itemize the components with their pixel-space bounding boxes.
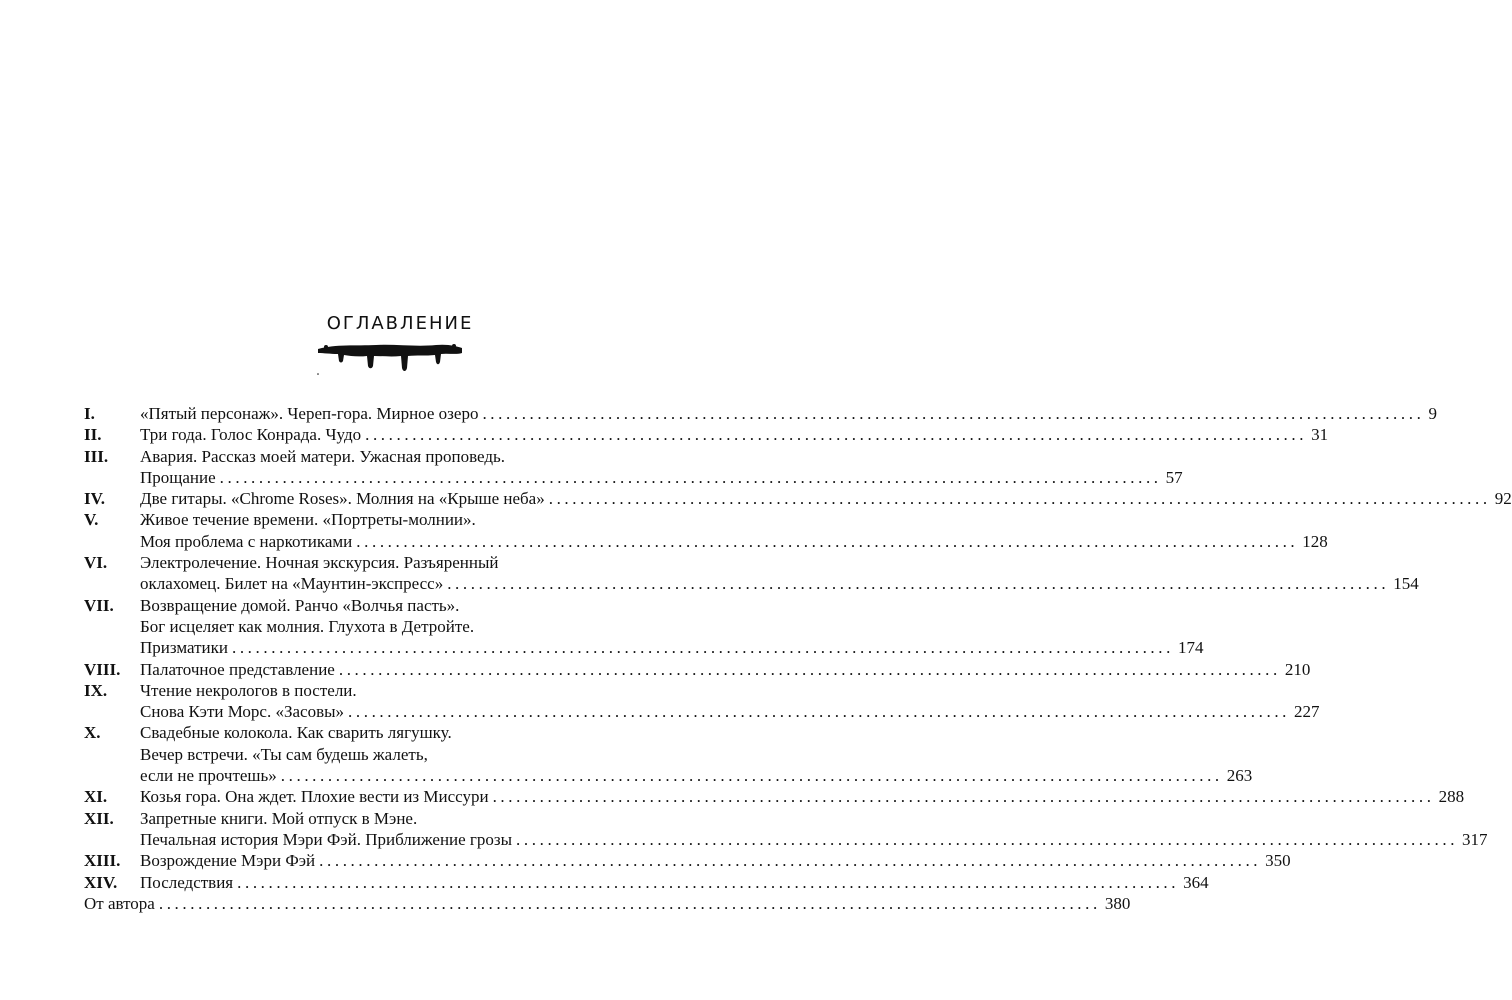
- toc-line: [84, 850, 1291, 871]
- dot-leader: ........................................................................................................................: [365, 425, 1308, 445]
- chapter-title-line: Вечер встречи. «Ты сам будешь жалеть,: [140, 744, 428, 764]
- chapter-title-line: Прощание: [140, 467, 216, 487]
- dot-leader: ........................................................................................................................: [231, 638, 1174, 658]
- page-number: 263: [1226, 766, 1253, 786]
- chapter-title-line: Возвращение домой. Ранчо «Волчья пасть».: [140, 595, 460, 615]
- toc-entry-text: [140, 744, 686, 765]
- chapter-title-line: Снова Кэти Морс. «Засовы»: [140, 702, 345, 722]
- toc-entry-text: [140, 424, 1329, 445]
- toc-line: [84, 616, 686, 637]
- toc-line: [84, 722, 686, 743]
- toc-entry-text: [140, 573, 1419, 594]
- toc-line: [84, 446, 686, 467]
- chapter-title-line: Запретные книги. Мой отпуск в Мэне.: [140, 808, 418, 828]
- toc-entry-text: [140, 659, 1311, 680]
- chapter-title-line: Последствия: [140, 872, 234, 892]
- chapter-title-line: От автора: [84, 893, 155, 913]
- dot-leader: ........................................................................................................................: [237, 872, 1180, 892]
- toc-line: [84, 659, 1311, 680]
- toc-line: [84, 637, 1204, 658]
- toc-line: [84, 509, 686, 530]
- dot-leader: ........................................................................................................................: [482, 404, 1425, 423]
- toc-line: [84, 765, 1253, 786]
- chapter-title-line: Призматики: [140, 638, 228, 658]
- toc-entry-text: [140, 680, 686, 701]
- toc-entry-text: [140, 531, 1328, 552]
- chapter-title-line: Козья гора. Она ждет. Плохие вести из Миссури: [140, 787, 489, 807]
- table-of-contents: [84, 403, 1512, 914]
- toc-entry-text: [140, 786, 1465, 807]
- toc-entry-text: [140, 701, 1320, 722]
- chapter-title-line: Живое течение времени. «Портреты-молнии».: [140, 510, 476, 530]
- page-number: 57: [1165, 467, 1183, 487]
- page-number: 380: [1104, 893, 1131, 913]
- chapter-number: XI.: [84, 787, 108, 807]
- dot-leader: ........................................................................................................................: [348, 702, 1291, 722]
- dot-leader: ........................................................................................................................: [447, 574, 1390, 594]
- dot-leader: ........................................................................................................................: [219, 467, 1162, 487]
- chapter-title-line: Свадебные колокола. Как сварить лягушку.: [140, 723, 452, 743]
- dot-leader: ........................................................................................................................: [516, 829, 1459, 849]
- dot-leader: ........................................................................................................................: [548, 489, 1491, 509]
- chapter-number: IV.: [84, 489, 105, 509]
- toc-entry-text: [140, 850, 1291, 871]
- dot-leader: ........................................................................................................................: [319, 851, 1262, 871]
- page-number: 227: [1294, 702, 1320, 722]
- toc-entry-text: [140, 488, 1512, 509]
- chapter-title-line: Печальная история Мэри Фэй. Приближение грозы: [140, 829, 513, 849]
- toc-entry-text: [140, 446, 686, 467]
- toc-entry-text: [140, 467, 1183, 488]
- page-number: 9: [1428, 404, 1437, 423]
- toc-entry-text: [140, 595, 686, 616]
- toc-line: [84, 808, 686, 829]
- page-number: 210: [1284, 659, 1311, 679]
- toc-entry-text: [140, 765, 1253, 786]
- toc-entry-text: [140, 509, 686, 530]
- chapter-number: I.: [84, 404, 95, 423]
- chapter-title-line: Три года. Голос Конрада. Чудо: [140, 425, 362, 445]
- chapter-title-line: если не прочтешь»: [140, 766, 277, 786]
- toc-line: [84, 786, 1465, 807]
- ink-drip-ornament: [316, 338, 464, 378]
- chapter-number: VI.: [84, 553, 108, 573]
- page-number: 92: [1494, 489, 1512, 509]
- toc-entry-text: [140, 808, 686, 829]
- chapter-number: III.: [84, 446, 109, 466]
- toc-heading: ОГЛАВЛЕНИЕ: [326, 313, 474, 334]
- chapter-number: VII.: [84, 595, 114, 615]
- chapter-number: V.: [84, 510, 99, 530]
- toc-line: [84, 531, 1328, 552]
- page-number: 174: [1177, 638, 1204, 658]
- toc-entry-text: [140, 722, 686, 743]
- chapter-title-line: Авария. Рассказ моей матери. Ужасная проповедь.: [140, 446, 506, 466]
- chapter-title-line: Чтение некрологов в постели.: [140, 680, 357, 700]
- toc-entry-text: [140, 616, 686, 637]
- dot-leader: ........................................................................................................................: [338, 659, 1281, 679]
- toc-line: [84, 701, 1320, 722]
- toc-line: [84, 488, 1512, 509]
- toc-line: [84, 595, 686, 616]
- toc-line: [84, 467, 1183, 488]
- chapter-number: X.: [84, 723, 101, 743]
- dot-leader: ........................................................................................................................: [158, 893, 1101, 913]
- chapter-title-line: «Пятый персонаж». Череп-гора. Мирное озеро: [140, 404, 479, 423]
- toc-entry-text: [140, 829, 1488, 850]
- toc-line: [84, 744, 686, 765]
- chapter-title-line: Возрождение Мэри Фэй: [140, 851, 316, 871]
- chapter-number: II.: [84, 425, 102, 445]
- chapter-title-line: Электролечение. Ночная экскурсия. Разъяренный: [140, 553, 499, 573]
- toc-entry-text: [140, 552, 686, 573]
- toc-line: [84, 872, 1209, 893]
- chapter-number: XIII.: [84, 851, 121, 871]
- page-number: 154: [1393, 574, 1419, 594]
- page-number: 31: [1311, 425, 1329, 445]
- toc-line: [84, 552, 686, 573]
- chapter-title-line: Моя проблема с наркотиками: [140, 531, 353, 551]
- page-number: 288: [1438, 787, 1465, 807]
- toc-line: [84, 424, 1329, 445]
- toc-line: [84, 893, 1131, 914]
- chapter-number: XIV.: [84, 872, 118, 892]
- chapter-title-line: оклахомец. Билет на «Маунтин-экспресс»: [140, 574, 444, 594]
- page-number: 364: [1183, 872, 1209, 892]
- toc-line: [84, 680, 686, 701]
- chapter-title-line: Бог исцеляет как молния. Глухота в Детройте.: [140, 616, 475, 636]
- chapter-title-line: Две гитары. «Chrome Roses». Молния на «Крыше неба»: [140, 489, 545, 509]
- chapter-number: VIII.: [84, 659, 121, 679]
- dot-leader: ........................................................................................................................: [280, 766, 1223, 786]
- toc-line: [84, 573, 1419, 594]
- toc-entry-text: [140, 637, 1204, 658]
- page-number: 350: [1265, 851, 1291, 871]
- toc-line: [84, 829, 1488, 850]
- toc-entry-text: [140, 872, 1209, 893]
- page-number: 128: [1302, 531, 1328, 551]
- toc-line: [84, 403, 1437, 424]
- chapter-title-line: Палаточное представление: [140, 659, 335, 679]
- page-number: 317: [1462, 829, 1488, 849]
- chapter-number: IX.: [84, 680, 108, 700]
- dot-leader: ........................................................................................................................: [356, 531, 1299, 551]
- toc-entry-text: [84, 893, 1131, 914]
- toc-entry-text: [140, 403, 1437, 424]
- chapter-number: XII.: [84, 808, 114, 828]
- dot-leader: ........................................................................................................................: [492, 787, 1435, 807]
